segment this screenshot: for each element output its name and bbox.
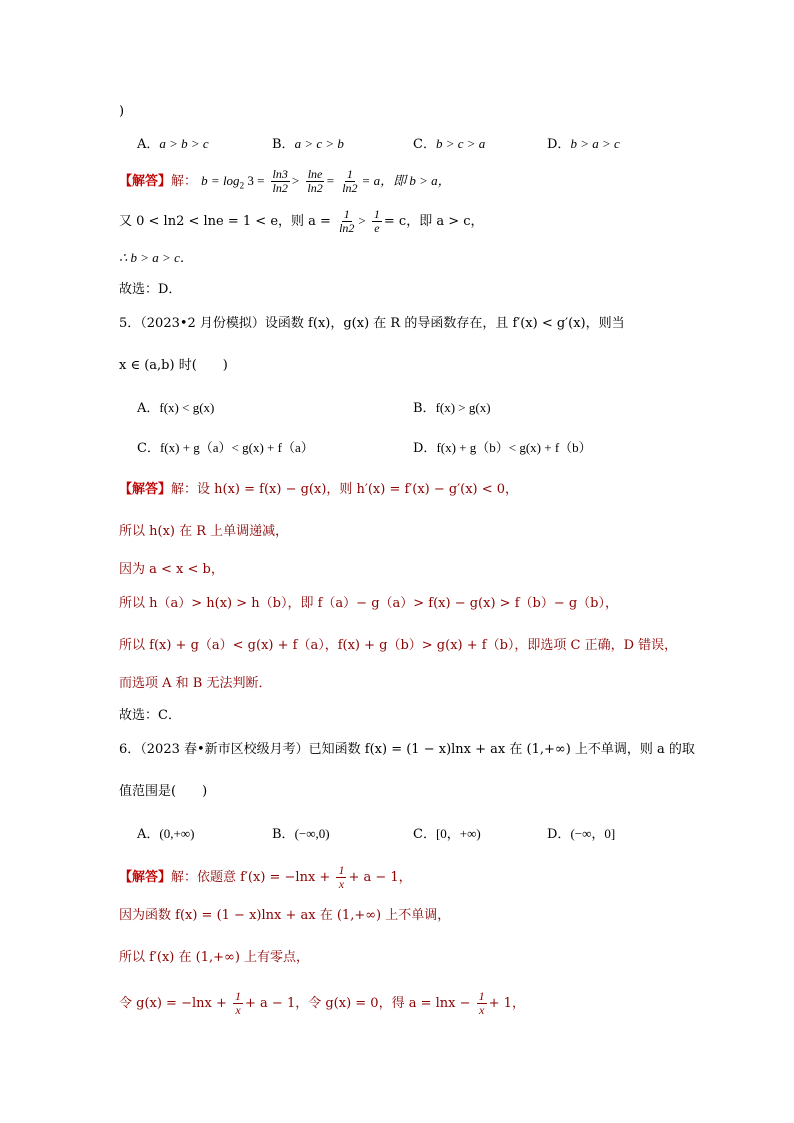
q4-option-b [272,134,344,155]
fraction [372,208,382,235]
option-expr: a > c > b [294,136,344,151]
q5-solution-line-6 [119,674,271,694]
question-4-paren [119,102,124,122]
fraction [477,990,487,1017]
solution-text: 因为函数 f(x) = (1 − x)lnx + ax 在 (1,+∞) 上不单调， [119,908,451,923]
solution-text: 所以 f(x) + g（a）< g(x) + f（a），f(x) + g（b）> g(x) + f（b），即选项 C 正确，D 错误， [119,638,678,653]
fraction-numerator: 1 [373,207,380,221]
question-stem: x ∈ (a,b) 时( ) [119,358,228,373]
q5-solution-line-2 [119,522,288,542]
math-text: = a，即 b > a， [361,173,451,188]
option-expr: a > b > c [159,136,209,151]
fraction-numerator: lne [307,167,323,181]
q4-solution-line-3 [119,248,193,269]
fraction [233,990,243,1017]
q6-solution-line-3 [119,948,309,968]
fraction-numerator: 1 [343,207,350,221]
solution-text: + 1， [488,996,525,1011]
solution-text: = c，即 a > c， [383,214,484,229]
solution-text: 所以 f′(x) 在 (1,+∞) 上有零点， [119,950,310,965]
math-text: 3 = [244,173,265,188]
q6-solution-line-1 [119,864,412,891]
q5-solution-line-3 [119,560,224,580]
option-letter: D． [547,137,571,152]
fraction-denominator: e [374,221,380,235]
q5-solution-line-4 [119,594,618,614]
option-expr: b > c > a [435,136,486,151]
q6-option-b [272,824,330,845]
q6-solution-line-4 [119,990,525,1017]
q4-solution-line-1 [119,168,451,196]
option-expr: b > a > c [570,136,620,151]
fraction-denominator: ln2 [307,181,323,195]
fraction-denominator: x [338,877,345,891]
fraction-denominator: x [235,1003,241,1017]
option-letter: D． [413,441,437,456]
q6-stem-line-1 [119,740,695,760]
solution-text: ∴ b > a > c． [119,250,193,265]
q6-option-d [547,824,615,845]
solution-text: 令 g(x) = −lnx + [119,996,227,1011]
q5-stem-line-1 [119,314,625,334]
q5-option-a [137,398,214,419]
fraction-denominator: ln2 [342,181,358,195]
q4-option-d [547,134,620,155]
q6-option-c [413,824,481,845]
math-symbol: > [358,213,366,228]
fraction [337,208,356,235]
option-expr: f(x) < g(x) [159,400,215,415]
option-expr: (−∞,0) [294,826,330,841]
option-expr: f(x) + g（b）< g(x) + f（b） [436,440,592,455]
solution-text: 因为 a < x < b， [119,562,224,577]
question-stem: 值范围是( ) [119,784,208,799]
solution-text: 而选项 A 和 B 无法判断． [119,676,272,691]
option-letter: C． [137,441,160,456]
fraction-denominator: x [478,1003,485,1017]
fraction-numerator: 1 [235,989,242,1003]
fraction-numerator: 1 [346,167,353,181]
option-expr: [0，+∞) [435,826,481,841]
option-letter: A． [137,137,160,152]
q5-option-d [413,438,592,459]
answer-text: 故选：D． [119,282,182,297]
paren-text: ) [119,104,125,119]
question-stem: 6．（2023 春•新市区校级月考）已知函数 f(x) = (1 − x)lnx + ax 在 (1,+∞) 上不单调，则 a 的取 [119,742,695,757]
solution-prefix: 解： [171,174,198,189]
math-symbol: > [291,173,300,188]
option-letter: B． [272,137,295,152]
answer-tag: 【解答】 [119,482,172,497]
solution-text: 解：依题意 f′(x) = −lnx + [171,870,331,885]
fraction-numerator: 1 [338,863,345,877]
q4-answer [119,280,181,300]
fraction-denominator: ln2 [272,181,288,195]
solution-text: + a − 1， [348,870,412,885]
q5-option-b [413,398,491,419]
q4-option-c [413,134,485,155]
q5-solution-line-1 [119,480,518,500]
option-letter: C． [413,137,436,152]
math-text: b = log [201,173,240,188]
option-letter: A． [137,827,160,842]
fraction-denominator: ln2 [339,221,355,235]
solution-text: 解：设 h(x) = f(x) − g(x)，则 h′(x) = f′(x) − g′(x) < 0， [171,482,519,497]
answer-tag: 【解答】 [119,870,172,885]
q4-solution-line-2 [119,208,484,235]
fraction-numerator: ln3 [272,167,288,181]
q5-solution-line-5 [119,636,677,656]
fraction [305,168,324,195]
option-letter: B． [413,401,436,416]
option-letter: A． [137,401,160,416]
answer-tag: 【解答】 [119,174,172,189]
q6-stem-line-2 [119,782,207,802]
solution-text: 所以 h（a）> h(x) > h（b），即 f（a）− g（a）> f(x) − g(x) > f（b）− g（b）， [119,596,618,611]
question-stem: 5．（2023•2 月份模拟）设函数 f(x)，g(x) 在 R 的导函数存在，且 f′(x) < g′(x)，则当 [119,316,625,331]
answer-text: 故选：C． [119,708,181,723]
solution-text: 所以 h(x) 在 R 上单调递减， [119,524,289,539]
q4-option-a [137,134,209,155]
q6-option-a [137,824,194,845]
fraction [271,168,290,195]
solution-text: + a − 1，令 g(x) = 0，得 a = lnx − [245,996,471,1011]
option-letter: B． [272,827,295,842]
q6-solution-line-2 [119,906,450,926]
fraction-numerator: 1 [478,989,485,1003]
q5-answer [119,706,181,726]
fraction [340,168,359,195]
math-symbol: = [326,173,335,188]
q5-stem-line-2 [119,356,228,376]
option-expr: f(x) + g（a）< g(x) + f（a） [159,440,314,455]
fraction [336,864,346,891]
q5-option-c [137,438,314,459]
option-letter: C． [413,827,436,842]
log-subscript: 2 [239,180,245,191]
option-letter: D． [547,827,571,842]
solution-text: 又 0 < ln2 < lne = 1 < e，则 a = [119,214,331,229]
option-expr: f(x) > g(x) [435,400,491,415]
option-expr: (0,+∞) [159,826,195,841]
option-expr: (−∞，0] [570,826,616,841]
